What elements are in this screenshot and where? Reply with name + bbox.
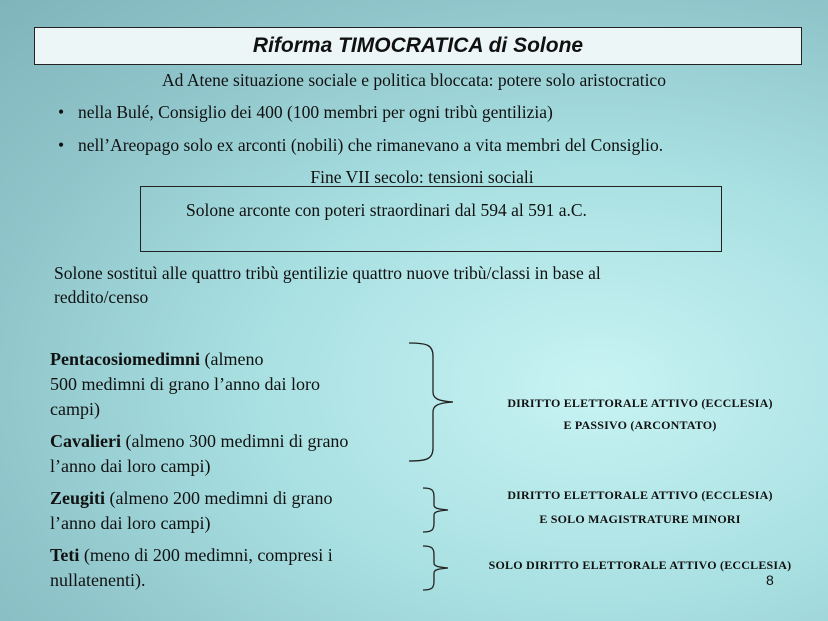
rights-group1-line1: DIRITTO ELETTORALE ATTIVO (ECCLESIA) [507,396,773,410]
class-desc: 500 medimni di grano l’anno dai loro [50,374,320,394]
class-teti [50,543,333,593]
class-zeugiti [50,486,332,536]
class-name: Cavalieri [50,431,121,451]
rights-group2-line1: DIRITTO ELETTORALE ATTIVO (ECCLESIA) [507,488,773,502]
rights-group3: SOLO DIRITTO ELETTORALE ATTIVO (ECCLESIA) [488,558,792,572]
class-desc: (almeno [200,349,264,369]
brace-icon [420,543,460,593]
brace-icon [405,340,465,465]
intro-text: Ad Atene situazione sociale e politica bloccata: potere solo aristocratico [162,70,666,90]
class-pentacosiomedimni [50,347,320,422]
class-desc: (almeno 200 medimni di grano [105,488,333,508]
bullet-item: • nell’Areopago solo ex arconti (nobili) che rimanevano a vita membri del Consiglio. [78,135,663,156]
slide-title: Riforma TIMOCRATICA di Solone [252,34,584,57]
class-name: Zeugiti [50,488,106,508]
class-name: Teti [50,545,80,565]
class-desc: l’anno dai loro campi) [50,513,211,533]
class-name: Pentacosiomedimni [50,349,200,369]
class-desc: nullatenenti). [50,570,146,590]
reform-text-line1: Solone sostituì alle quattro tribù gentilizie quattro nuove tribù/classi in base al [54,263,601,283]
rights-group2-line2: E SOLO MAGISTRATURE MINORI [539,512,741,526]
rights-group1-line2: E PASSIVO (ARCONTATO) [563,418,717,432]
century-note: Fine VII secolo: tensioni sociali [310,167,534,187]
highlight-text: Solone arconte con poteri straordinari dal 594 al 591 a.C. [186,200,587,220]
class-cavalieri [50,429,348,479]
reform-text-line2: reddito/censo [54,287,149,307]
class-desc: campi) [50,399,100,419]
class-desc: l’anno dai loro campi) [50,456,211,476]
brace-icon [420,485,460,535]
class-desc: (almeno 300 medimni di grano [120,431,349,451]
page-number: 8 [766,572,774,588]
class-desc: (meno di 200 medimni, compresi i [79,545,333,565]
bullet-item: • nella Bulé, Consiglio dei 400 (100 membri per ogni tribù gentilizia) [78,102,553,123]
